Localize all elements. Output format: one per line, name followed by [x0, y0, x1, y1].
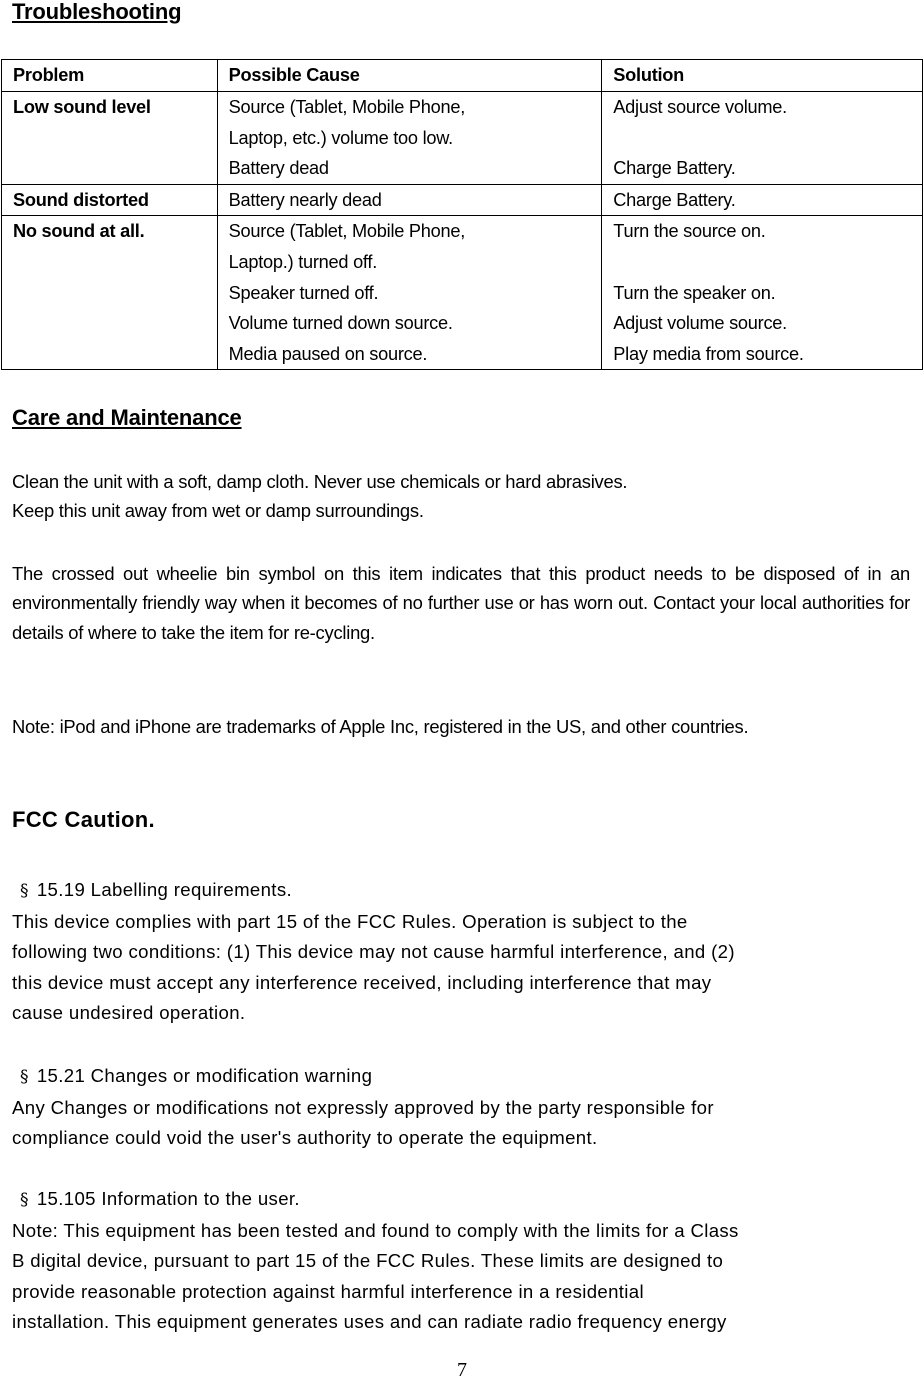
solution-cell	[602, 92, 923, 185]
column-header-problem: Problem	[2, 60, 218, 92]
solution-cell	[602, 184, 923, 216]
cleaning-line: Keep this unit away from wet or damp surroundings.	[12, 500, 424, 522]
cause-line: Source (Tablet, Mobile Phone,	[228, 97, 466, 117]
section-symbol: §	[20, 1067, 29, 1087]
cause-line: Battery nearly dead	[228, 189, 382, 210]
troubleshooting-table	[1, 59, 923, 370]
column-header-possible-cause: Possible Cause	[217, 60, 602, 92]
trademark-note: Note: iPod and iPhone are trademarks of Apple Inc, registered in the US, and other countries.	[12, 716, 749, 737]
solution-line: Turn the source on.	[613, 221, 766, 242]
section-heading	[12, 1184, 924, 1216]
column-header-solution: Solution	[602, 60, 923, 92]
table-row	[2, 216, 923, 370]
care-maintenance-heading: Care and Maintenance	[12, 405, 242, 430]
section-heading	[12, 875, 924, 907]
section-line: cause undesired operation.	[12, 1002, 246, 1024]
section-line: installation. This equipment generates uses and can radiate radio frequency energy	[12, 1311, 727, 1333]
problem-cell: Low sound level	[2, 92, 218, 185]
fcc-caution-heading: FCC Caution.	[12, 807, 155, 832]
cause-line: Speaker turned off.	[228, 282, 379, 303]
wheelie-bin-paragraph: The crossed out wheelie bin symbol on this item indicates that this product needs to be disposed of in an environmentally friendly way when it becomes of no further use or has worn out. Contact your local authorities for details of where to take the item for re-cycling.	[12, 563, 910, 643]
blank-line	[613, 247, 922, 278]
solution-line: Adjust volume source.	[613, 313, 787, 334]
fcc-section-15-105	[12, 1184, 924, 1338]
section-line: Any Changes or modifications not expressly approved by the party responsible for	[12, 1096, 714, 1118]
solution-line: Charge Battery.	[613, 189, 736, 210]
section-symbol: §	[20, 1190, 29, 1210]
section-title: 15.19 Labelling requirements.	[36, 879, 292, 900]
cause-line: Volume turned down source.	[228, 313, 453, 334]
section-title: 15.105 Information to the user.	[36, 1188, 300, 1209]
section-line: provide reasonable protection against harmful interference in a residential	[12, 1280, 644, 1302]
section-title: 15.21 Changes or modification warning	[36, 1065, 373, 1086]
table-header-row	[2, 60, 923, 92]
cause-line: Laptop.) turned off.	[228, 251, 378, 272]
table-row	[2, 92, 923, 185]
solution-line: Adjust source volume.	[613, 97, 787, 117]
section-line: following two conditions: (1) This device may not cause harmful interference, and (2)	[12, 941, 735, 963]
section-line: B digital device, pursuant to part 15 of the FCC Rules. These limits are designed to	[12, 1250, 724, 1272]
section-symbol: §	[20, 881, 29, 901]
cause-line: Media paused on source.	[228, 343, 428, 364]
section-line: this device must accept any interference received, including interference that may	[12, 971, 712, 993]
table-row	[2, 184, 923, 216]
cause-cell	[217, 92, 602, 185]
section-line: compliance could void the user's authority to operate the equipment.	[12, 1127, 598, 1149]
fcc-section-15-19	[12, 875, 924, 1029]
problem-cell: No sound at all.	[2, 216, 218, 370]
solution-line: Turn the speaker on.	[613, 282, 776, 303]
cause-cell	[217, 184, 602, 216]
solution-line: Charge Battery.	[613, 158, 736, 179]
section-line: This device complies with part 15 of the FCC Rules. Operation is subject to the	[12, 910, 688, 932]
cause-line: Battery dead	[228, 158, 329, 179]
solution-line: Play media from source.	[613, 343, 804, 364]
cause-line: Source (Tablet, Mobile Phone,	[228, 221, 466, 242]
fcc-section-15-21	[12, 1061, 924, 1154]
cause-line: Laptop, etc.) volume too low.	[228, 127, 453, 148]
solution-cell	[602, 216, 923, 370]
cleaning-line: Clean the unit with a soft, damp cloth. Never use chemicals or hard abrasives.	[12, 471, 628, 492]
section-line: Note: This equipment has been tested and found to comply with the limits for a Class	[12, 1219, 739, 1241]
cause-cell	[217, 216, 602, 370]
cleaning-instructions	[12, 467, 910, 526]
page-number: 7	[457, 1359, 467, 1381]
section-heading	[12, 1061, 924, 1093]
troubleshooting-heading: Troubleshooting	[12, 0, 182, 24]
blank-line	[613, 123, 922, 154]
problem-cell: Sound distorted	[2, 184, 218, 216]
